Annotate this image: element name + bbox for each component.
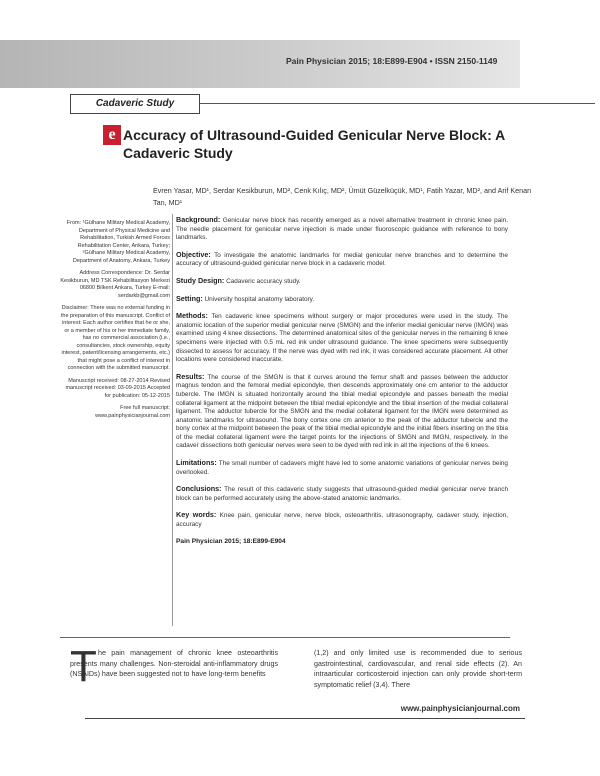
footer-url[interactable]: www.painphysicianjournal.com — [400, 704, 520, 713]
abstract-design — [176, 277, 508, 287]
drop-cap: T — [70, 642, 97, 691]
body-column-right: (1,2) and only limited use is recommended due to serious gastrointestinal, cardiovascular, and renal side effects (2). An intraarticular corticosteroid injection can only provide short-term symptomatic relief (3,4). There — [314, 649, 522, 689]
column-divider — [172, 214, 173, 626]
methods-text: Ten cadaveric knee specimens without surgery or major procedures were used in the study. The anatomic location of the superior medial genicular nerve (SMGN) and the inferior medial genicular nerve (IMGN) was examined using 4 knee dissections. The determined anatomical sites of the genicular nerves in the remaining 6 knee specimens were injected with 0.5 mL red ink under ultrasound guidance. The knee specimens were subsequently dissected to assess for accuracy. If the nerve was dyed with red ink, it was considered accurate placement. All other locations were considered inaccurate. — [176, 313, 508, 364]
abstract-citation — [176, 538, 508, 547]
background-label: Background: — [176, 215, 221, 224]
setting-label: Setting: — [176, 293, 203, 303]
section-box — [70, 94, 200, 114]
affiliations: From: ¹Gülhane Military Medical Academy, Department of Physical Medicine and Rehabilitation, Turkish Armed Forces Rehabilitation Center, Ankara, Turkey; ²Gülhane Military Medical Academy, Department of Anatomy, Ankara, Turkey — [66, 220, 170, 264]
methods-label: Methods: — [176, 311, 208, 321]
background-text: Genicular nerve block has recently emerged as a novel alternative treatment in chronic knee pain. The needle placement for genicular nerve injection is made under fluoroscopic guidance with reference to bony landmarks. — [176, 217, 508, 242]
conclusions-label: Conclusions: — [176, 484, 222, 494]
keywords-text: Knee pain, genicular nerve, nerve block, osteoarthritis, ultrasonography, cadaver study, injection, accuracy — [176, 512, 509, 529]
abstract-results — [176, 373, 508, 451]
body-column-left: he pain management of chronic knee osteoarthritis presents many challenges. Non-steroidal anti-inflammatory drugs (NSAIDs) have been suggested not to have long-term benefits — [70, 649, 278, 678]
title-rule — [175, 103, 595, 104]
limitations-text: The small number of cadavers might have led to some anatomic variations of genicular nerves being overlooked. — [176, 460, 508, 476]
abstract-background — [176, 216, 508, 243]
abstract-keywords — [176, 511, 508, 529]
abstract — [176, 216, 508, 554]
results-label: Results: — [176, 371, 205, 381]
section-label: Cadaveric Study — [95, 98, 175, 109]
objective-label: Objective: — [176, 249, 211, 259]
keywords-label: Key words: — [176, 510, 217, 520]
abstract-methods — [176, 312, 508, 365]
section-divider — [60, 637, 510, 638]
conclusions-text: The result of this cadaveric study suggests that ultrasound-guided medial genicular nerve branch block can be performed accurately using the above-stated anatomic landmarks. — [176, 486, 508, 502]
limitations-label: Limitations: — [176, 458, 217, 468]
journal-info: Pain Physician 2015; 18:E899-E904 • ISSN 2150-1149 — [286, 56, 498, 66]
author-list: Evren Yasar, MD¹, Serdar Kesikburun, MD², Cenk Kılıç, MD², Ümüt Güzelküçük, MD¹, Fatih Yazar, MD², and Arif Kenan Tan, MD¹ — [153, 186, 532, 207]
free-manuscript-note: Free full manuscript: www.painphysicianjournal.com — [95, 405, 170, 419]
abstract-setting — [176, 295, 508, 305]
abstract-objective — [176, 251, 508, 269]
footer-rule — [85, 718, 525, 719]
design-label: Study Design: — [176, 275, 225, 285]
setting-text: University hospital anatomy laboratory. — [204, 295, 315, 303]
manuscript-dates: Manuscript received: 08-27-2014 Revised manuscript received: 03-09-2015 Accepted for publication: 05-12-2015 — [65, 377, 170, 399]
article-title: Accuracy of Ultrasound-Guided Genicular Nerve Block: A Cadaveric Study — [123, 127, 505, 161]
correspondence-address: Address Correspondence: Dr. Serdar Kesikburun, MD TSK Rehabilitasyon Merkezi 06800 Bilkent Ankara, Turkey E-mail: serdarkb@gmail.com — [60, 270, 170, 299]
results-text: The course of the SMGN is that it curves around the femur shaft and passes between the adductor magnus tendon and the femoral medial epicondyle, then descends approximately one cm anterior to the adductor tubercle. The IMGN is situated horizontally around the tibial medial epicondyle and passes beneath the medial collateral ligament at the midpoint between the tibial medial epicondyle and the tibial insertion of the medial collateral ligament. The adductor tubercle for the SMGN and the medial collateral ligament for the IMGN were determined as anatomic landmarks for ultrasound. The bony cortex one cm anterior to the peak of the adductor tubercle and the bony cortex at the midpoint between the peak of the tibial medial epicondyle and the initial fibers inserting on the tibia of the medial collateral ligament were the target points for the injections of SMGN and IMGN, respectively. In the cadaver dissections both genicular nerves were seen to be dyed with red ink in all the injections of the 6 knees. — [176, 373, 508, 450]
citation-text: Pain Physician 2015; 18:E899-E904 — [176, 537, 286, 545]
abstract-conclusions — [176, 485, 508, 503]
design-text: Cadaveric accuracy study. — [226, 277, 301, 285]
affiliation-sidebar — [60, 220, 170, 425]
objective-text: To investigate the anatomic landmarks for medial genicular nerve branches and to determine the accuracy of ultrasound-guided genicular nerve block in a cadaveric model. — [176, 251, 508, 268]
abstract-limitations — [176, 459, 508, 477]
epub-e-icon: e — [103, 125, 121, 145]
disclaimer: Disclaimer: There was no external funding in the preparation of this manuscript. Conflict of interest: Each author certifies that he or she, or a member of his or her immediate family, has no commercial association (i.e., consultancies, stock ownership, equity interest, patent/licensing arrangements, etc.) that might pose a conflict of interest in connection with the submitted manuscript. — [60, 305, 170, 371]
